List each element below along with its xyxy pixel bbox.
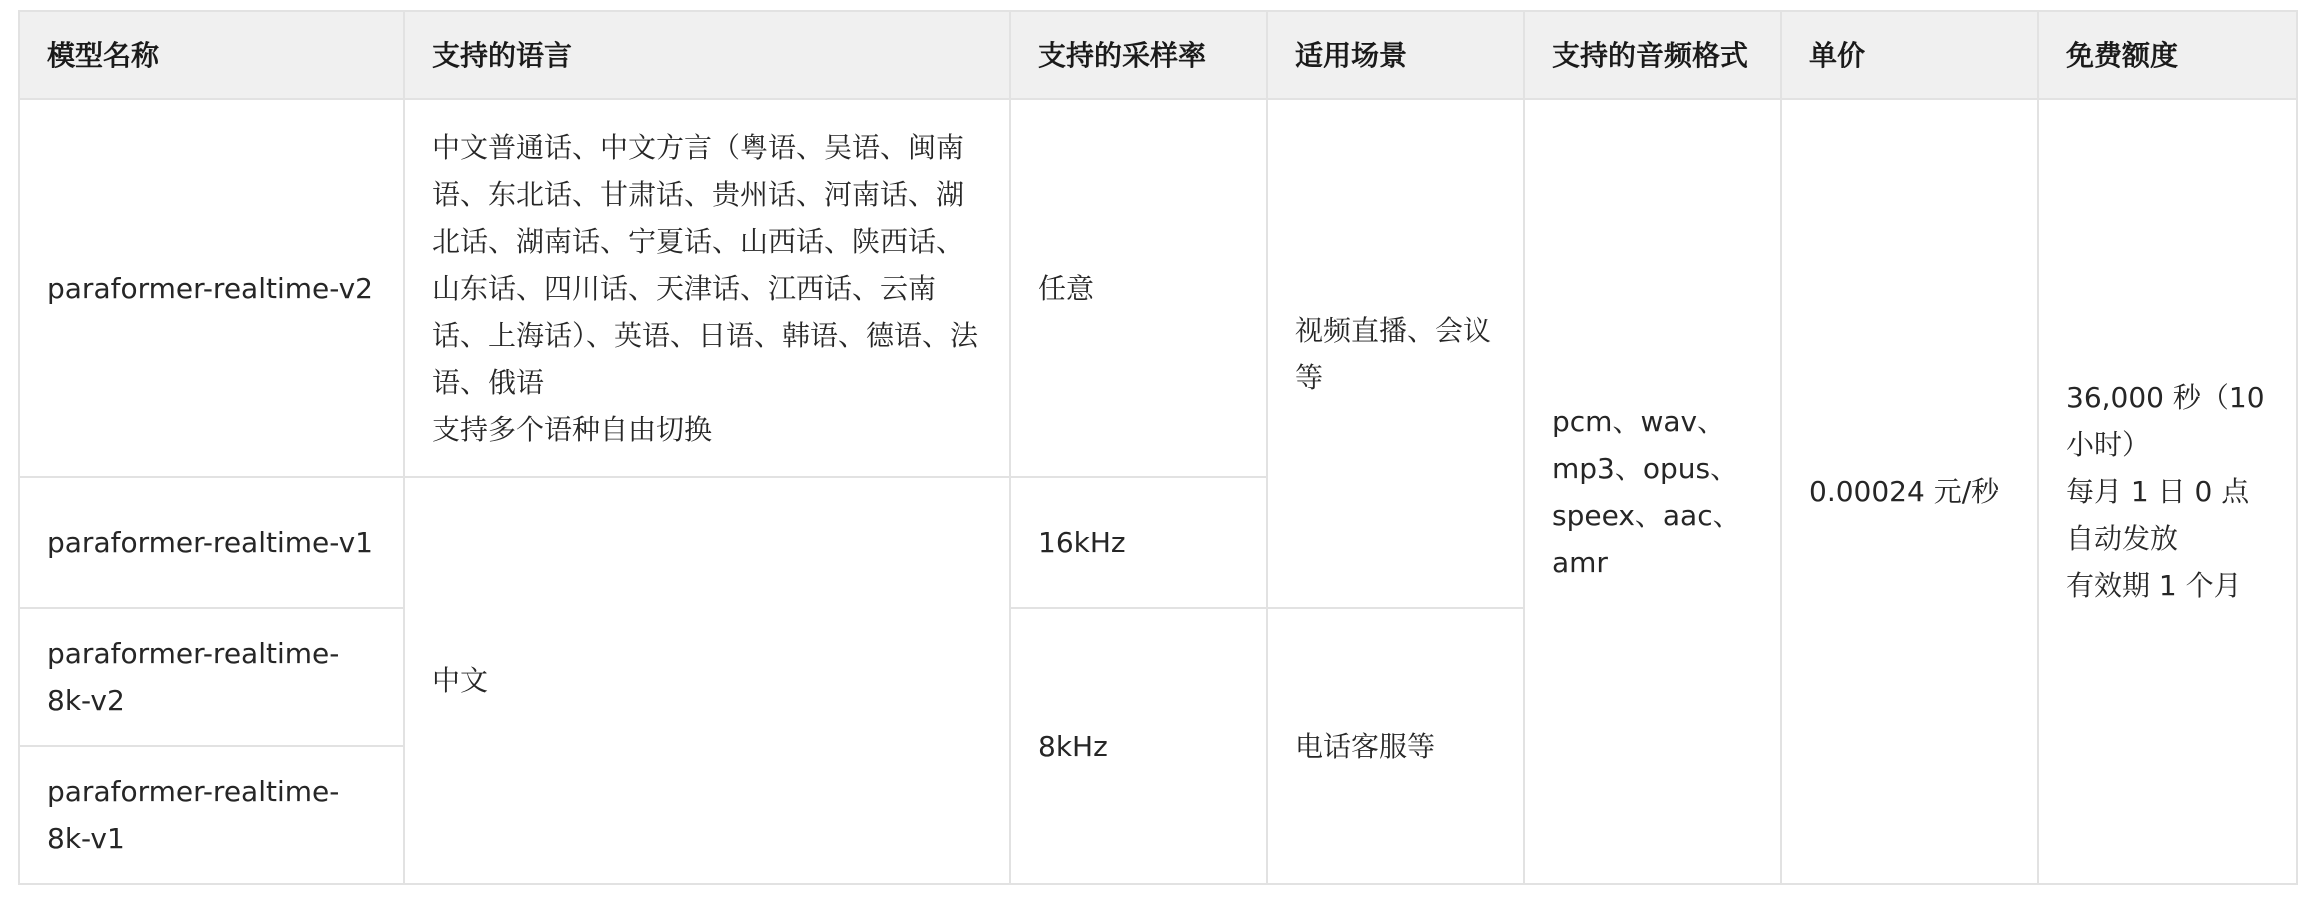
free-quota-issue: 每月 1 日 0 点自动发放 [2066,475,2250,555]
scenario-cell: 电话客服等 [1267,608,1524,884]
header-supported-languages: 支持的语言 [404,11,1010,99]
sample-rate-cell: 16kHz [1010,477,1267,608]
header-audio-formats: 支持的音频格式 [1524,11,1781,99]
header-model-name: 模型名称 [19,11,404,99]
scenario-cell: 视频直播、会议等 [1267,99,1524,608]
audio-formats-cell: pcm、wav、mp3、opus、speex、aac、amr [1524,99,1781,884]
free-quota-amount: 36,000 秒（10 小时） [2066,381,2265,461]
header-sample-rate: 支持的采样率 [1010,11,1267,99]
sample-rate-cell: 任意 [1010,99,1267,477]
languages-text: 中文普通话、中文方言（粤语、吴语、闽南语、东北话、甘肃话、贵州话、河南话、湖北话、湖南话、宁夏话、山西话、陕西话、山东话、四川话、天津话、江西话、云南话、上海话）、英语、日语、韩语、德语、法语、俄语 [432,130,979,399]
header-scenarios: 适用场景 [1267,11,1524,99]
languages-switch-note: 支持多个语种自由切换 [432,412,713,446]
free-quota-cell [2038,99,2297,884]
model-name-cell: paraformer-realtime-v2 [19,99,404,477]
free-quota-validity: 有效期 1 个月 [2066,569,2242,602]
model-table-container [18,10,2296,885]
sample-rate-cell: 8kHz [1010,608,1267,884]
languages-cell: 中文 [404,477,1010,884]
model-name-cell: paraformer-realtime-8k-v1 [19,746,404,884]
languages-cell [404,99,1010,477]
model-name-cell: paraformer-realtime-8k-v2 [19,608,404,746]
price-cell: 0.00024 元/秒 [1781,99,2038,884]
table-row [19,99,2297,477]
model-name-cell: paraformer-realtime-v1 [19,477,404,608]
model-comparison-table [18,10,2298,885]
header-free-quota: 免费额度 [2038,11,2297,99]
header-unit-price: 单价 [1781,11,2038,99]
table-header-row [19,11,2297,99]
